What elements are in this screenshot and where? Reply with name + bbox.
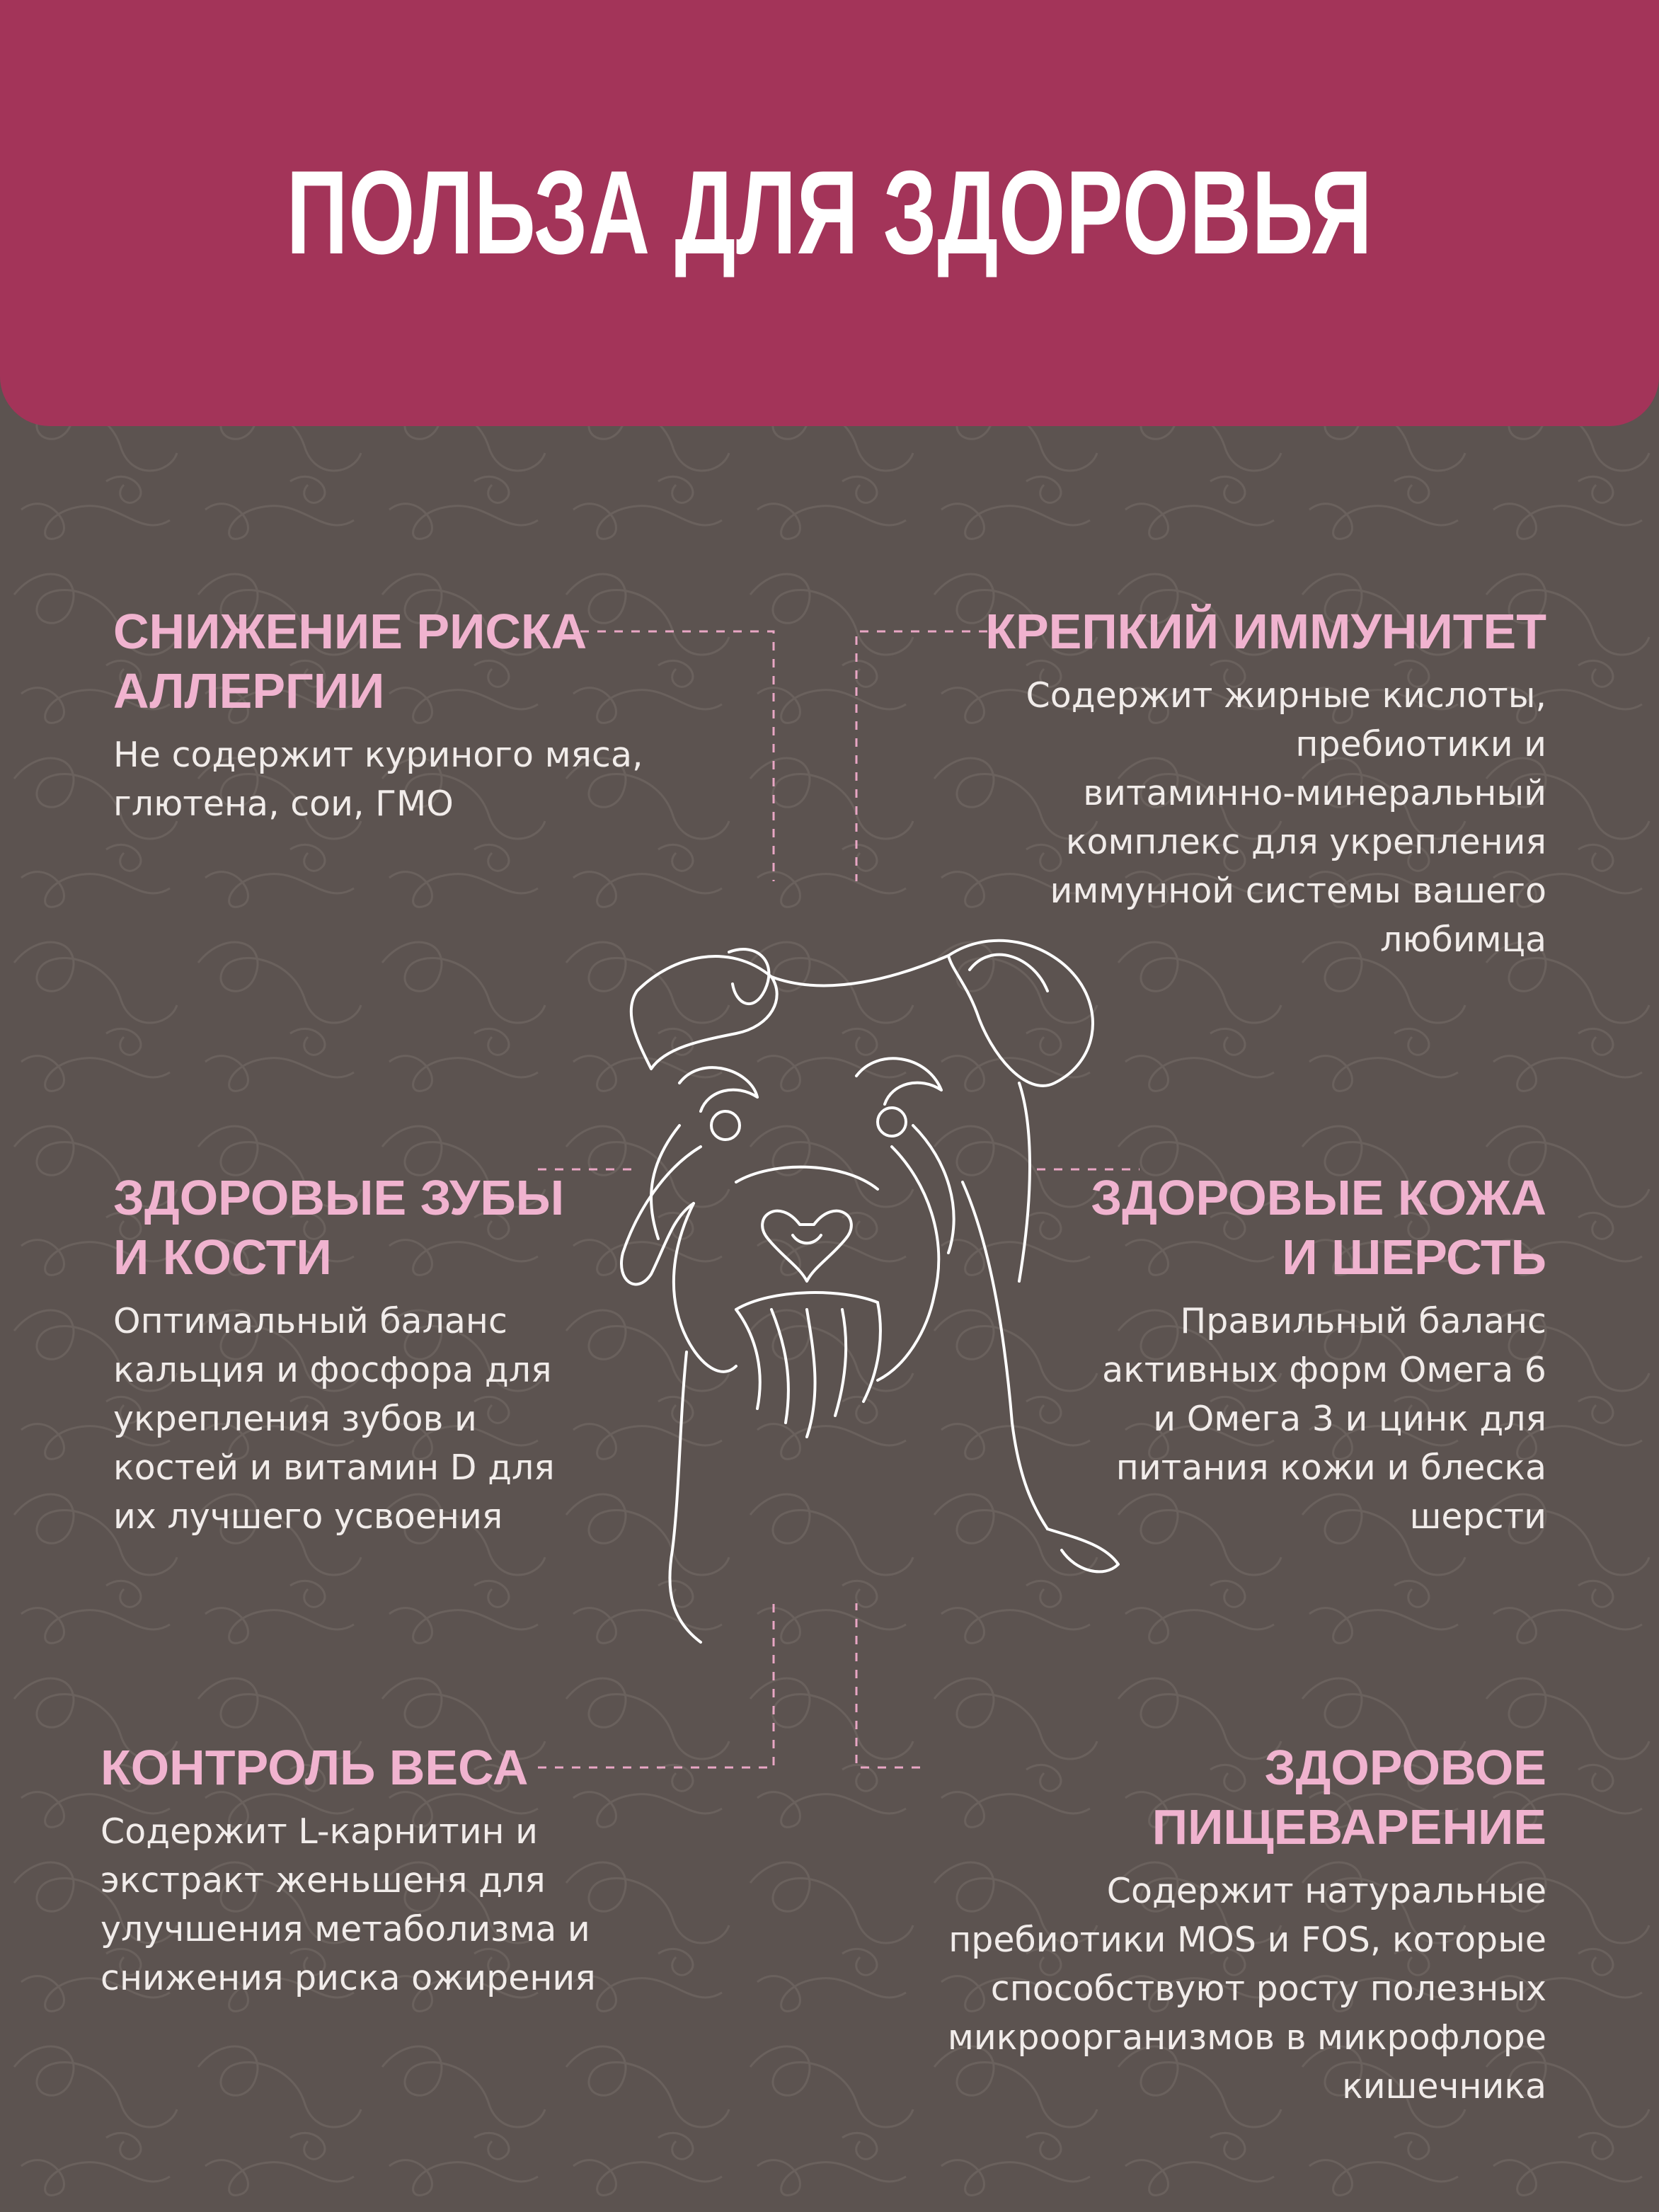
benefit-heading: ЗДОРОВОЕ ПИЩЕВАРЕНИЕ	[1152, 1740, 1546, 1855]
benefit-text: Не содержит куриного мяса, глютена, сои, ГМО	[113, 735, 643, 824]
benefit-heading: СНИЖЕНИЕ РИСКА АЛЛЕРГИИ	[113, 604, 587, 718]
benefit-weight-control	[101, 1738, 653, 2002]
benefit-allergy	[113, 602, 644, 828]
benefit-immunity	[948, 602, 1546, 964]
benefit-heading: КРЕПКИЙ ИММУНИТЕТ	[985, 604, 1546, 659]
benefit-text: Оптимальный баланс кальция и фосфора для укрепления зубов и костей и витамин D для их лучшего усвоения	[113, 1301, 555, 1537]
benefit-heading: ЗДОРОВЫЕ КОЖА И ШЕРСТЬ	[1091, 1170, 1546, 1285]
benefit-text: Правильный баланс активных форм Омега 6 и Омега 3 и цинк для питания кожи и блеска шерсти	[1102, 1301, 1546, 1537]
page-title: ПОЛЬЗА ДЛЯ ЗДОРОВЬЯ	[286, 146, 1373, 279]
benefit-text: Содержит натуральные пребиотики MOS и FOS, которые способствуют росту полезных микроорганизмов в микрофлоре кишечника	[947, 1871, 1546, 2107]
benefit-text: Содержит жирные кислоты, пребиотики и витаминно-минеральный комплекс для укрепления иммунной системы вашего любимца	[1026, 675, 1546, 960]
benefit-digestion	[885, 1738, 1546, 2111]
benefit-text: Содержит L-карнитин и экстракт женьшеня для улучшения метаболизма и снижения риска ожирения	[101, 1811, 596, 1998]
benefit-heading: ЗДОРОВЫЕ ЗУБЫ И КОСТИ	[113, 1170, 565, 1285]
benefit-heading: КОНТРОЛЬ ВЕСА	[101, 1740, 529, 1795]
benefit-skin-coat	[991, 1168, 1546, 1541]
benefit-teeth-bones	[113, 1168, 609, 1541]
